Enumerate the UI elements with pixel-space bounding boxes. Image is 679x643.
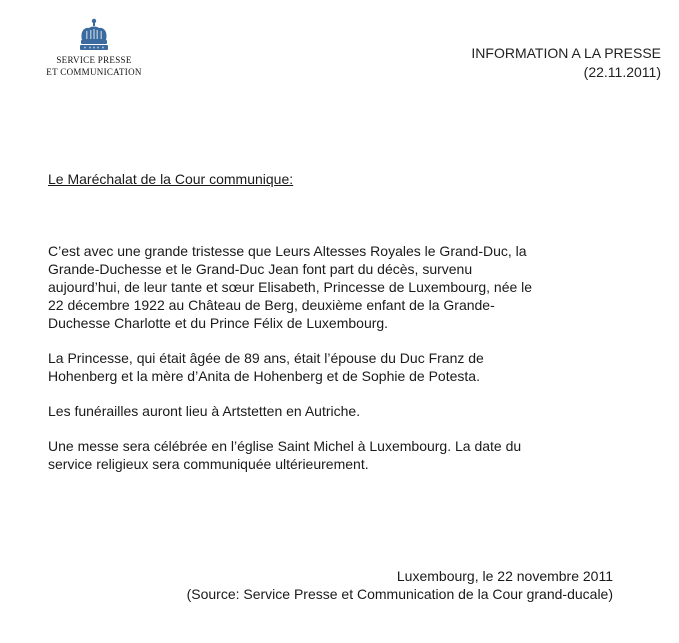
- paragraph-4: [48, 437, 608, 473]
- org-line-1: SERVICE PRESSE: [56, 55, 132, 65]
- paragraph-3: [48, 402, 608, 420]
- paragraph-1: [48, 242, 608, 332]
- text-line: aujourd’hui, de leur tante et sœur Elisabeth, Princesse de Luxembourg, née le: [48, 279, 533, 295]
- press-title: INFORMATION A LA PRESSE: [471, 45, 661, 61]
- press-header: [471, 44, 661, 82]
- press-date: (22.11.2011): [583, 64, 661, 80]
- source-line: (Source: Service Presse et Communication de la Cour grand-ducale): [186, 586, 613, 602]
- organization-name: [30, 54, 158, 78]
- text-line: service religieux sera communiquée ultérieurement.: [48, 456, 369, 472]
- crown-icon: [76, 18, 112, 52]
- text-line: Une messe sera célébrée en l’église Saint Michel à Luxembourg. La date du: [48, 438, 522, 454]
- paragraph-2: [48, 349, 608, 385]
- org-line-2: ET COMMUNICATION: [46, 67, 142, 77]
- text-line: Duchesse Charlotte et du Prince Félix de Luxembourg.: [48, 315, 389, 331]
- text-line: Hohenberg et la mère d’Anita de Hohenberg et de Sophie de Potesta.: [48, 368, 480, 384]
- text-line: Les funérailles auront lieu à Artstetten en Autriche.: [48, 403, 361, 419]
- body-text: [48, 242, 608, 490]
- intro-line: Le Maréchalat de la Cour communique:: [48, 171, 294, 187]
- logo-block: [30, 18, 158, 78]
- text-line: 22 décembre 1922 au Château de Berg, deuxième enfant de la Grande-: [48, 297, 495, 313]
- footer: [187, 567, 613, 603]
- text-line: Grande-Duchesse et le Grand-Duc Jean font part du décès, survenu: [48, 261, 473, 277]
- text-line: La Princesse, qui était âgée de 89 ans, était l’épouse du Duc Franz de: [48, 350, 484, 366]
- place-date: Luxembourg, le 22 novembre 2011: [396, 568, 613, 584]
- text-line: C’est avec une grande tristesse que Leurs Altesses Royales le Grand-Duc, la: [48, 243, 527, 259]
